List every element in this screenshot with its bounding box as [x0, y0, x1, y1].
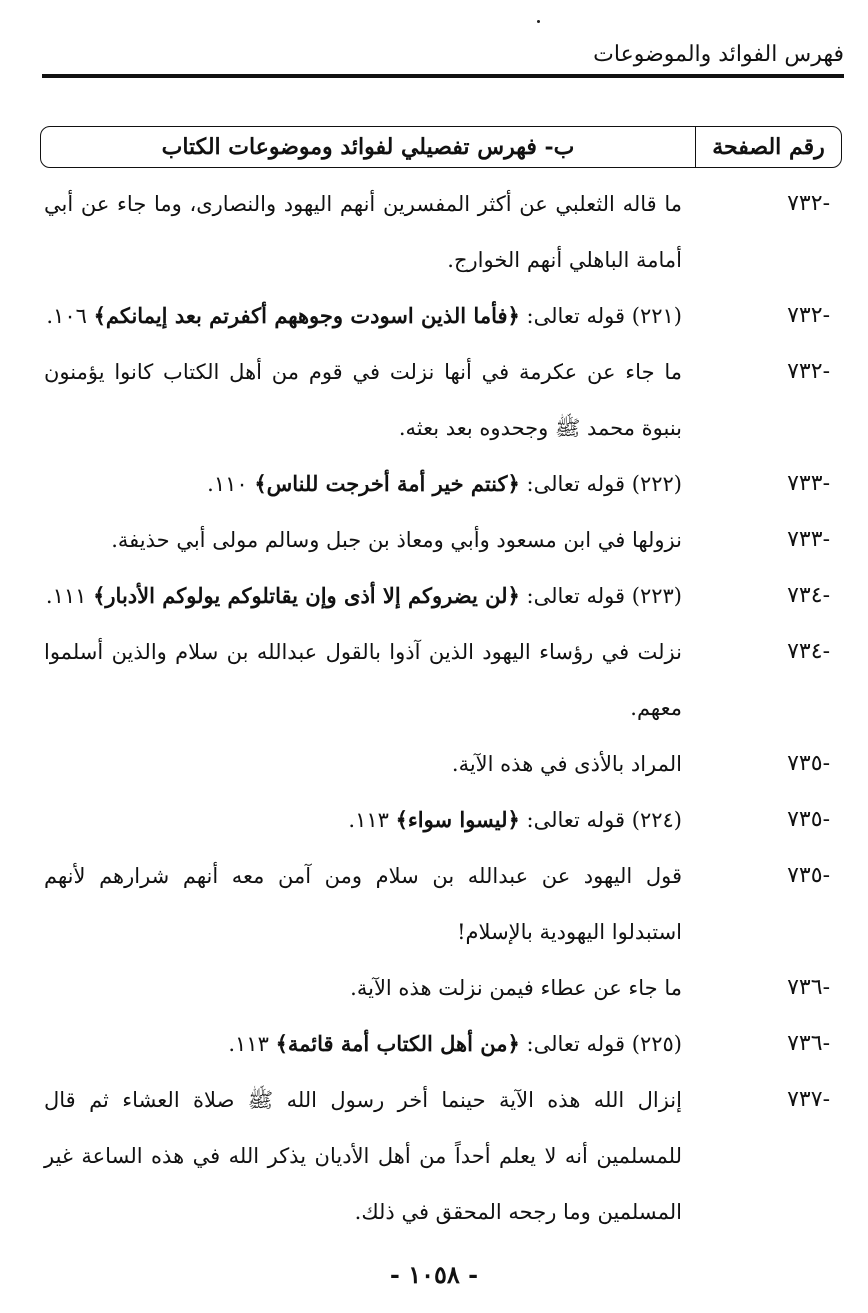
entry-text: نزلت في رؤساء اليهود الذين آذوا بالقول عبدالله بن سلام والذين أسلموا معهم. — [44, 640, 682, 720]
quranic-verse: ﴿لن يضروكم إلا أذى وإن يقاتلوكم يولوكم الأدبار﴾ — [93, 583, 520, 608]
header-rule — [42, 74, 844, 78]
index-entry — [44, 792, 842, 848]
speck-dot — [537, 20, 540, 23]
entry-page-number: -٧٣٥ — [787, 863, 830, 888]
entry-page-number: -٧٣٢ — [787, 191, 830, 216]
quranic-verse: ﴿كنتم خير أمة أخرجت للناس﴾ — [254, 471, 520, 496]
entry-text: (٢٢٢) قوله تعالى: ﴿كنتم خير أمة أخرجت للناس﴾ ١١٠. — [207, 471, 682, 496]
running-head: فهرس الفوائد والموضوعات — [593, 42, 844, 67]
entry-text: المراد بالأذى في هذه الآية. — [451, 752, 682, 776]
index-entry — [44, 848, 842, 960]
entry-page-number: -٧٣٣ — [787, 471, 830, 496]
entry-text: (٢٢٤) قوله تعالى: ﴿ليسوا سواء﴾ ١١٣. — [348, 807, 682, 832]
entry-page-number: -٧٣٥ — [787, 807, 830, 832]
page-number-footer: - ١٠٥٨ - — [389, 1260, 479, 1289]
entry-text: إنزال الله هذه الآية حينما أخر رسول الله ﷺ صلاة العشاء ثم قال للمسلمين أنه لا يعلم أحداً من أهل الأديان يذكر الله في هذه الساعة غير المسلمين وما رجحه المحقق في ذلك. — [44, 1088, 682, 1224]
entry-page-number: -٧٣٤ — [787, 583, 830, 608]
entry-text: نزولها في ابن مسعود وأبي ومعاذ بن جبل وسالم مولى أبي حذيفة. — [111, 528, 682, 552]
entry-page-number: -٧٣٦ — [787, 975, 830, 1000]
index-table-header — [40, 126, 842, 168]
index-entry — [44, 288, 842, 344]
page-column-header: رقم الصفحة — [695, 127, 841, 167]
entry-page-number: -٧٣٢ — [787, 303, 830, 328]
index-entry — [44, 456, 842, 512]
quranic-verse: ﴿من أهل الكتاب أمة قائمة﴾ — [275, 1031, 520, 1056]
index-entry — [44, 344, 842, 456]
entry-text: (٢٢٣) قوله تعالى: ﴿لن يضروكم إلا أذى وإن يقاتلوكم يولوكم الأدبار﴾ ١١١. — [45, 583, 682, 608]
entry-page-number: -٧٣٣ — [787, 527, 830, 552]
entry-page-number: -٧٣٤ — [787, 639, 830, 664]
entry-text: قول اليهود عن عبدالله بن سلام ومن آمن معه أنهم شرارهم لأنهم استبدلوا اليهودية بالإسلام! — [44, 864, 682, 944]
entry-page-number: -٧٣٧ — [787, 1087, 830, 1112]
entry-text: (٢٢٥) قوله تعالى: ﴿من أهل الكتاب أمة قائمة﴾ ١١٣. — [228, 1031, 682, 1056]
index-entry — [44, 568, 842, 624]
index-entries — [44, 176, 842, 1240]
index-entry — [44, 512, 842, 568]
entry-page-number: -٧٣٢ — [787, 359, 830, 384]
index-entry — [44, 1072, 842, 1240]
quranic-verse: ﴿فأما الذين اسودت وجوههم أكفرتم بعد إيمانكم﴾ — [93, 303, 520, 328]
quranic-verse: ﴿ليسوا سواء﴾ — [395, 807, 520, 832]
entry-text: ما جاء عن عطاء فيمن نزلت هذه الآية. — [350, 976, 682, 1000]
index-entry — [44, 1016, 842, 1072]
entry-page-number: -٧٣٦ — [787, 1031, 830, 1056]
entry-text: ما قاله الثعلبي عن أكثر المفسرين أنهم اليهود والنصارى، وما جاء عن أبي أمامة الباهلي أنهم الخوارج. — [44, 192, 682, 272]
entry-page-number: -٧٣٥ — [787, 751, 830, 776]
entry-text: (٢٢١) قوله تعالى: ﴿فأما الذين اسودت وجوههم أكفرتم بعد إيمانكم﴾ ١٠٦. — [46, 303, 682, 328]
index-entry — [44, 736, 842, 792]
index-entry — [44, 960, 842, 1016]
topic-column-header: ب- فهرس تفصيلي لفوائد وموضوعات الكتاب — [161, 134, 575, 160]
entry-text: ما جاء عن عكرمة في أنها نزلت في قوم من أهل الكتاب كانوا يؤمنون بنبوة محمد ﷺ وجحدوه بعد بعثه. — [44, 360, 682, 440]
index-entry — [44, 624, 842, 736]
index-entry — [44, 176, 842, 288]
